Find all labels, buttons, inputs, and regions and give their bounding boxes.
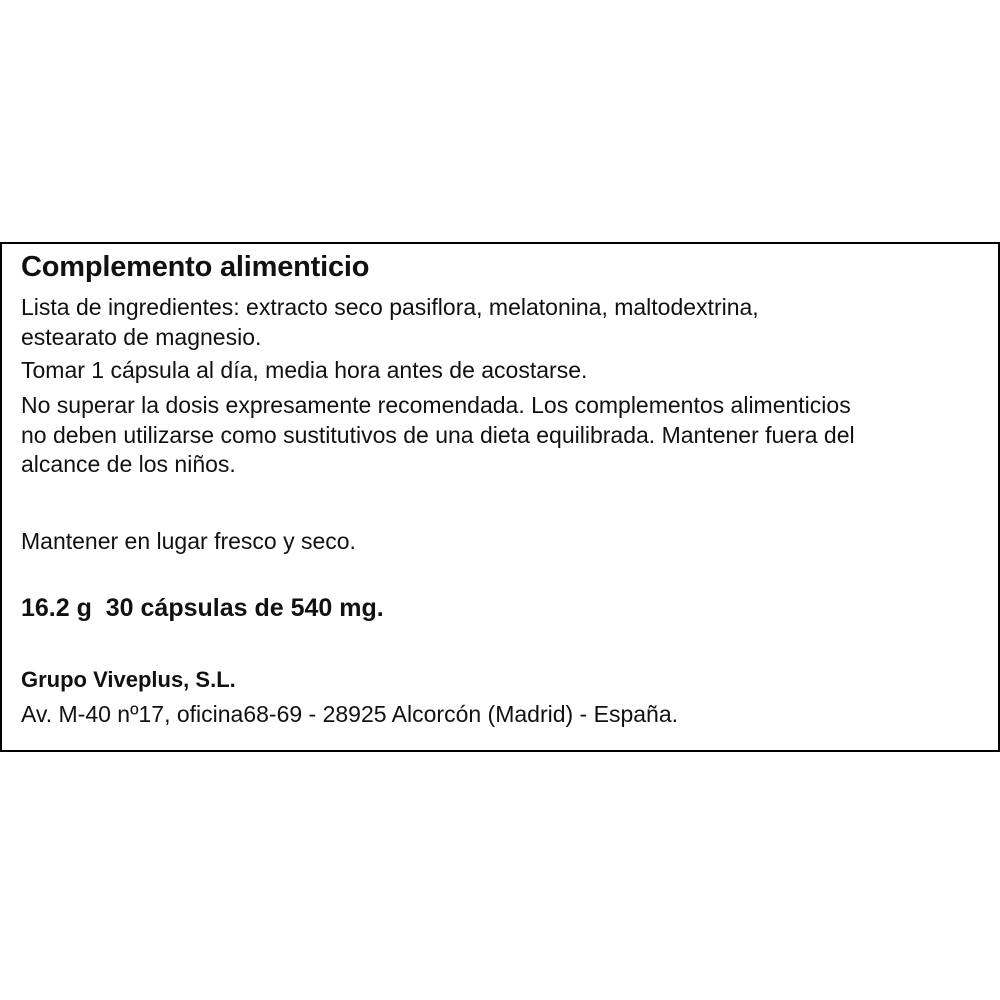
ingredients-line: estearato de magnesio. [21,323,262,350]
storage-instructions: Mantener en lugar fresco y seco. [21,528,356,554]
dosage-instructions: Tomar 1 cápsula al día, media hora antes de acostarse. [21,357,588,383]
warning-line: alcance de los niños. [21,451,236,477]
product-label [0,242,1000,752]
ingredients-list [21,293,759,352]
warning-line: No superar la dosis expresamente recomendada. Los complementos alimenticios [21,392,851,418]
warning-text [21,391,855,480]
company-address: Av. M-40 nº17, oficina68-69 - 28925 Alcorcón (Madrid) - España. [21,701,679,727]
ingredients-line: Lista de ingredientes: extracto seco pasiflora, melatonina, maltodextrina, [21,294,759,320]
company-name: Grupo Viveplus, S.L. [21,667,236,692]
warning-line: no deben utilizarse como sustitutivos de una dieta equilibrada. Mantener fuera del [21,421,855,448]
net-content: 16.2 g 30 cápsulas de 540 mg. [21,594,384,622]
label-title: Complemento alimenticio [21,251,370,283]
